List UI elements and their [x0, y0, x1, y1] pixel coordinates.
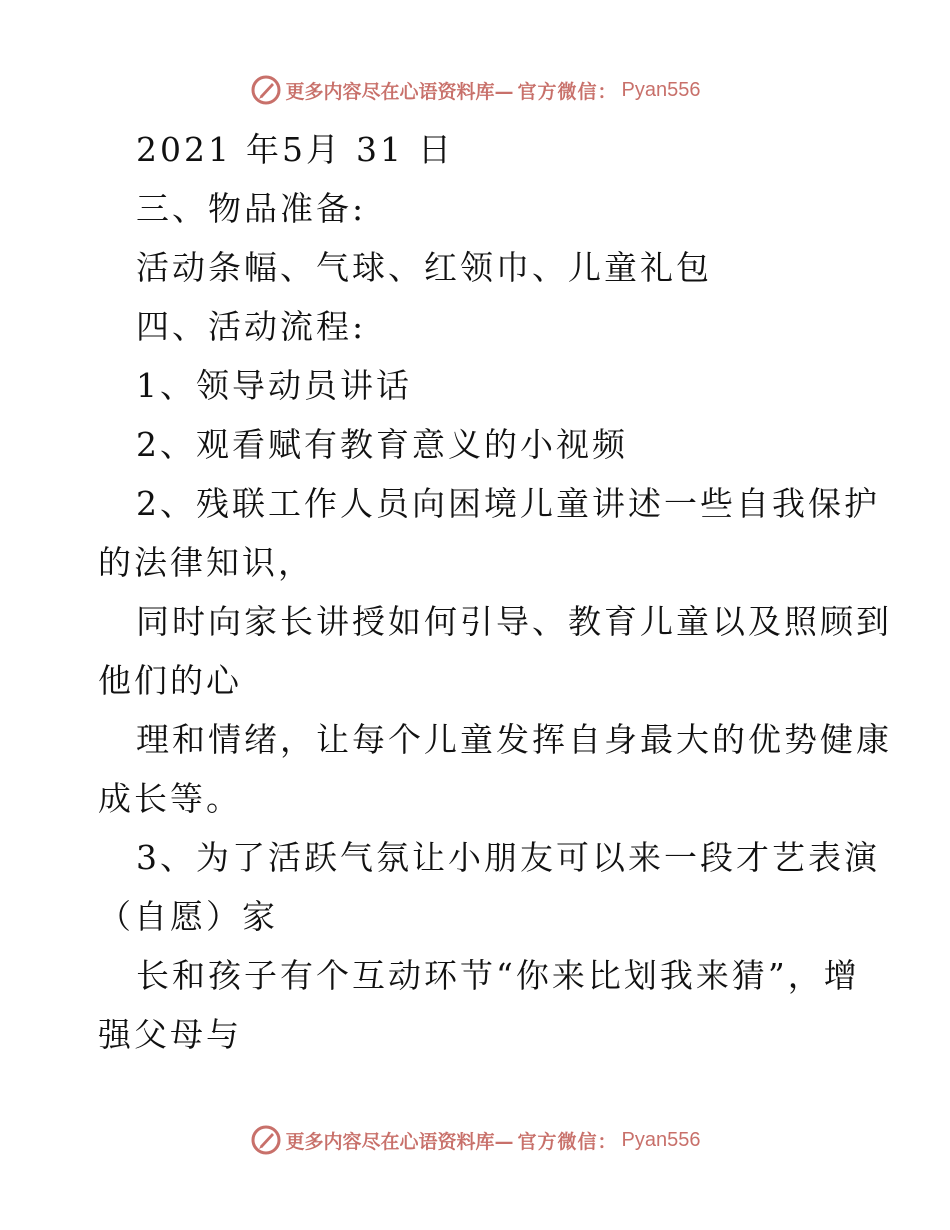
paragraph-line-4: 成长等。: [98, 779, 242, 818]
paragraph-line-1: 同时向家长讲授如何引导、教育儿童以及照顾到: [136, 602, 892, 641]
process-step-2a: 2、观看赋有教育意义的小视频: [136, 425, 628, 464]
document-date: [98, 120, 858, 179]
section-heading-materials: 三、物品准备:: [136, 189, 367, 228]
date-day-unit: 日: [417, 130, 454, 169]
process-step-2b-line-2: 的法律知识，: [98, 543, 314, 582]
banner-source-text: 更多内容尽在心语资料库—: [285, 1130, 514, 1153]
date-day: 31: [355, 130, 404, 169]
banner-wechat-id: Pyan556: [621, 1128, 701, 1151]
document-body: [98, 120, 892, 1064]
quill-pen-circle-icon: [250, 74, 282, 106]
date-year-unit: 年: [245, 130, 282, 169]
header-watermark-banner: [0, 70, 950, 110]
process-step-3-line-1: 3、为了活跃气氛让小朋友可以来一段才艺表演: [136, 838, 880, 877]
footer-watermark-banner: [0, 1120, 950, 1160]
process-step-3-line-3: 长和孩子有个互动环节“你来比划我来猜”，增: [136, 956, 860, 995]
process-step-3-line-2: （自愿）家: [98, 897, 278, 936]
date-month-unit: 月: [305, 130, 342, 169]
banner-official-label: 官方微信：: [517, 80, 618, 103]
process-step-1: 1、领导动员讲话: [136, 366, 412, 405]
banner-wechat-id: Pyan556: [621, 78, 701, 101]
paragraph-line-2: 他们的心: [98, 661, 242, 700]
process-step-3-line-4: 强父母与: [98, 1015, 242, 1054]
banner-source-text: 更多内容尽在心语资料库—: [285, 80, 514, 103]
banner-official-label: 官方微信：: [517, 1130, 618, 1153]
section-heading-process: 四、活动流程:: [136, 307, 367, 346]
process-step-2b-line-1: 2、残联工作人员向困境儿童讲述一些自我保护: [136, 484, 880, 523]
date-month: 5: [281, 130, 306, 169]
paragraph-line-3: 理和情绪，让每个儿童发挥自身最大的优势健康: [136, 720, 892, 759]
date-year: 2021: [136, 130, 232, 169]
quill-pen-circle-icon: [250, 1124, 282, 1156]
materials-list-text: 活动条幅、气球、红领巾、儿童礼包: [136, 248, 712, 287]
